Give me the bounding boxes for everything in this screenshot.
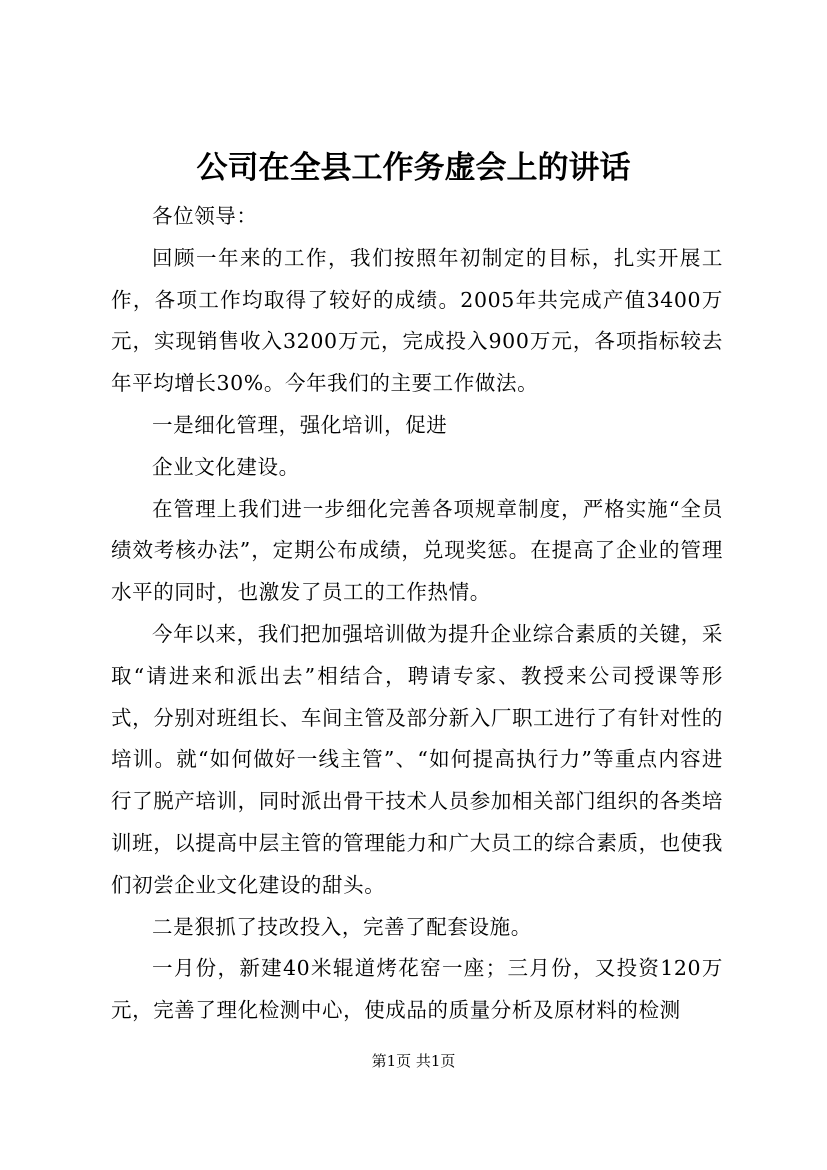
paragraph-heading-2: 二是狠抓了技改投入，完善了配套设施。 <box>152 914 532 939</box>
paragraph-investment: 一月份，新建40米辊道烤花窑一座；三月份，又投资120万元，完善了理化检测中心，使成品的质量分析及原材料的检测 <box>111 956 723 1023</box>
paragraph-heading-1: 一是细化管理，强化培训，促进 <box>152 412 448 437</box>
paragraph-salutation: 各位领导： <box>152 204 258 228</box>
paragraph-training: 今年以来，我们把加强培训做为提升企业综合素质的关键，采取“请进来和派出去”相结合，聘请专家、教授来公司授课等形式，分别对班组长、车间主管及部分新入厂职工进行了有针对性的培训。就“如何做好一线主管”、“如何提高执行力”等重点内容进行了脱产培训，同时派出骨干技术人员参加相关部门组织的各类培训班，以提高中层主管的管理能力和广大员工的综合素质，也使我们初尝企业文化建设的甜头。 <box>111 621 723 897</box>
document-title: 公司在全县工作务虚会上的讲话 <box>196 150 631 186</box>
document-body <box>111 196 723 1032</box>
page-footer: 第1页 共1页 <box>371 1052 456 1070</box>
paragraph-review: 回顾一年来的工作，我们按照年初制定的目标，扎实开展工作，各项工作均取得了较好的成绩。2005年共完成产值3400万元，实现销售收入3200万元，完成投入900万元，各项指标较去年平均增长30%。今年我们的主要工作做法。 <box>111 245 723 396</box>
paragraph-management: 在管理上我们进一步细化完善各项规章制度，严格实施“全员绩效考核办法”，定期公布成绩，兑现奖惩。在提高了企业的管理水平的同时，也激发了员工的工作热情。 <box>111 496 723 605</box>
paragraph-heading-1-cont: 企业文化建设。 <box>152 454 300 479</box>
